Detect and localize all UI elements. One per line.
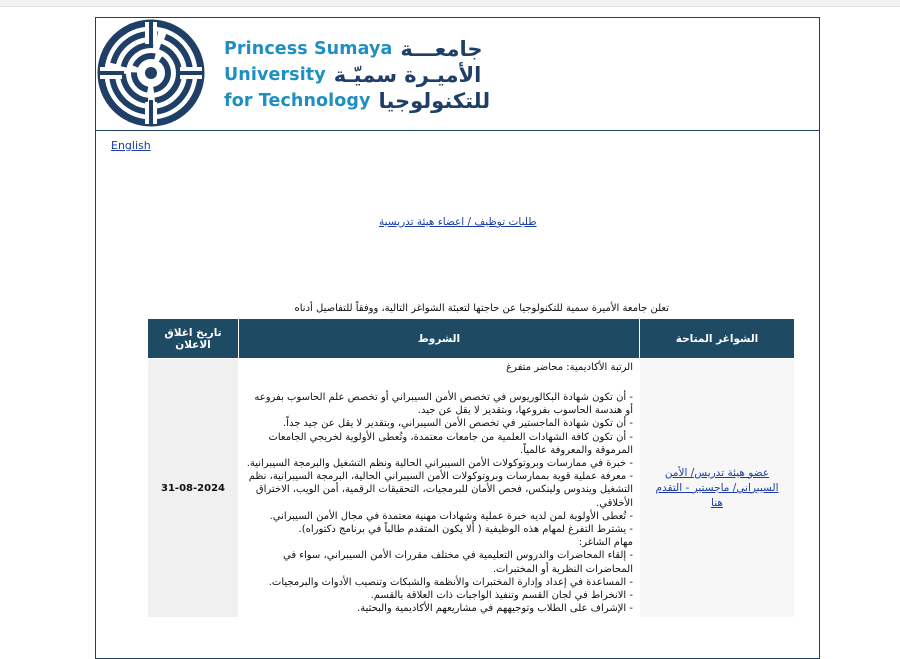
duty-item: - الإشراف على الطلاب وتوجيههم في مشاريعهم الأكاديمية والبحثية. <box>357 603 633 615</box>
conditions-cell <box>239 359 640 618</box>
duty-item: - الانخراط في لجان القسم وتنفيذ الواجبات ذات العلاقة بالقسم. <box>370 590 633 602</box>
condition-item: - معرفة عملية قوية بممارسات وبروتوكولات الأمن السيبراني الحالية، البرمجة السيبرانية، نظم التشغيل ويندوس ولينكس، فحص الأمان للبرمجيات، التحقيقات الرقمية، أمن الويب، الاختراق الأخلاقي. <box>248 471 633 509</box>
condition-item: - يشترط التفرغ لمهام هذه الوظيفية ( ألا يكون المتقدم طالباً في برنامج دكتوراه). <box>298 524 633 536</box>
wordmark-en-3: for Technology <box>224 91 371 111</box>
wordmark-ar-2: الأميـرة سميّـة <box>333 63 482 87</box>
condition-item: - تُعطى الأولوية لمن لديه خبرة عملية وشهادات مهنية معتمدة في مجال الأمن السيبراني. <box>269 510 633 522</box>
duty-item: - المساعدة في إعداد وإدارة المختبرات والأنظمة والشبكات وتنصيب الأدوات والبرمجيات. <box>268 576 633 588</box>
wordmark-ar-3: للتكنولوجيا <box>378 89 491 113</box>
header-closing-date: تاريخ اغلاق الاعلان <box>148 319 239 359</box>
condition-item: - أن تكون شهادة الماجستير في تخصص الأمن السيبراني، وبتقدير لا يقل عن جيد جداً. <box>282 418 633 430</box>
browser-top-strip <box>0 0 900 7</box>
university-wordmark <box>224 36 490 114</box>
position-cell <box>640 359 795 618</box>
wordmark-line-3 <box>224 88 490 114</box>
english-language-link[interactable]: English <box>111 139 151 152</box>
condition-item: - خبرة في ممارسات وبروتوكولات الأمن السيبراني الحالية ونظم التشغيل والبرمجة السيبرانية. <box>246 458 633 470</box>
page-frame <box>95 17 820 659</box>
site-header <box>96 18 819 131</box>
academic-rank: الرتبة الأكاديمية: محاضر متفرغ <box>506 362 633 373</box>
apply-position-link[interactable]: عضو هيئة تدريس/ الأمن السيبراني/ ماجستير - التقدم هنا <box>655 466 779 509</box>
intro-text: تعلن جامعة الأميرة سمية للتكنولوجيا عن حاجتها لتعبئة الشواغر التالية، ووفقاً للتفاصيل أدناه <box>294 303 669 314</box>
duty-item: - إلقاء المحاضرات والدروس التعليمية في مختلف مقررات الأمن السيبراني، سواء في المحاضرات النظرية أو المختبرات. <box>282 550 633 575</box>
condition-item: - أن تكون كافة الشهادات العلمية من جامعات معتمدة، وتُعطى الأولوية لخريجي الجامعات المرموقة والمعروفة عالمياً. <box>268 431 633 456</box>
faculty-applications-link[interactable]: طلبات توظيف / اعضاء هيئة تدريسية <box>379 216 537 228</box>
table-header-row <box>148 319 795 359</box>
university-seal-icon <box>96 18 206 128</box>
closing-date-cell: 31-08-2024 <box>148 359 239 618</box>
wordmark-en-2: University <box>224 65 326 85</box>
wordmark-ar-1: جامعـــة <box>400 37 483 61</box>
condition-item: - أن تكون شهادة البكالوريوس في تخصص الأمن السيبراني أو تخصص علم الحاسوب بفروعه أو هندسة الحاسوب بفروعها، وبتقدير لا يقل عن جيد. <box>254 392 633 417</box>
vacancies-table <box>147 318 795 618</box>
wordmark-en-1: Princess Sumaya <box>224 39 393 59</box>
header-position: الشواغر المتاحة <box>640 319 795 359</box>
table-row <box>148 359 795 618</box>
wordmark-line-2 <box>224 62 490 88</box>
duties-heading: مهام الشاغر: <box>578 537 633 549</box>
wordmark-line-1 <box>224 36 490 62</box>
header-conditions: الشروط <box>239 319 640 359</box>
